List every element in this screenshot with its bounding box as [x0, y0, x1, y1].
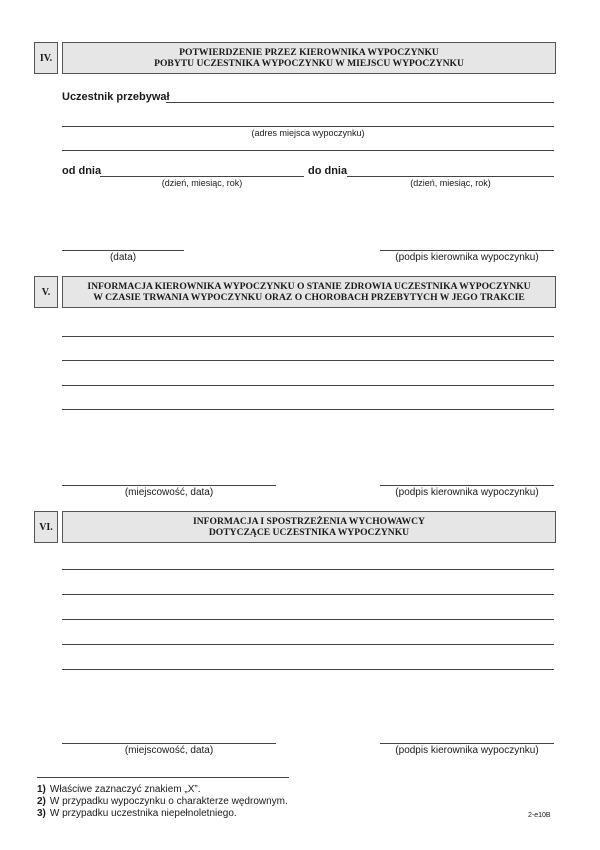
- footnote: 1) Właściwe zaznaczyć znakiem „X”.: [37, 784, 201, 795]
- place-date-field[interactable]: [62, 743, 276, 744]
- footnote-separator: [37, 777, 289, 778]
- health-info-line[interactable]: [62, 360, 554, 361]
- health-info-line[interactable]: [62, 385, 554, 386]
- health-info-line[interactable]: [62, 409, 554, 410]
- to-date-caption: (dzień, miesiąc, rok): [410, 178, 491, 188]
- date-caption: (data): [109, 252, 137, 263]
- observations-line[interactable]: [62, 569, 554, 570]
- place-date-caption: (miejscowość, data): [124, 487, 214, 498]
- from-date-caption: (dzień, miesiąc, rok): [161, 178, 243, 188]
- address-caption: (adres miejsca wypoczynku): [251, 128, 365, 138]
- health-info-line[interactable]: [62, 336, 554, 337]
- observations-line[interactable]: [62, 594, 554, 595]
- observations-line[interactable]: [62, 669, 554, 670]
- place-date-field[interactable]: [62, 485, 276, 486]
- manager-signature-caption: (podpis kierownika wypoczynku): [395, 745, 539, 756]
- manager-signature-field[interactable]: [380, 250, 554, 251]
- from-date-field[interactable]: [100, 176, 304, 177]
- section-iv-title: POTWIERDZENIE PRZEZ KIEROWNIKA WYPOCZYNKU POBYTU UCZESTNIKA WYPOCZYNKU W MIEJSCU WYPOCZYNKU: [62, 42, 556, 74]
- manager-signature-caption: (podpis kierownika wypoczynku): [395, 487, 539, 498]
- form-code: 2-e10B: [528, 812, 551, 819]
- place-date-caption: (miejscowość, data): [124, 745, 214, 756]
- from-date-label: od dnia: [62, 165, 102, 177]
- to-date-field[interactable]: [347, 176, 554, 177]
- manager-signature-caption: (podpis kierownika wypoczynku): [395, 252, 539, 263]
- manager-signature-field[interactable]: [380, 743, 554, 744]
- section-iv-number: IV.: [34, 42, 58, 74]
- footnote: 2) W przypadku wypoczynku o charakterze wędrownym.: [37, 796, 288, 807]
- address-field[interactable]: [62, 126, 554, 127]
- footnote: 3) W przypadku uczestnika niepełnoletniego.: [37, 808, 237, 819]
- manager-signature-field[interactable]: [380, 485, 554, 486]
- section-v-title: INFORMACJA KIEROWNIKA WYPOCZYNKU O STANIE ZDROWIA UCZESTNIKA WYPOCZYNKU W CZASIE TRWANIA WYPOCZYNKU ORAZ O CHOROBACH PRZEBYTYCH W JEGO TRAKCIE: [62, 276, 556, 308]
- section-vi-title: INFORMACJA I SPOSTRZEŻENIA WYCHOWAWCY DOTYCZĄCE UCZESTNIKA WYPOCZYNKU: [62, 511, 556, 543]
- date-sign-field[interactable]: [62, 250, 184, 251]
- observations-line[interactable]: [62, 644, 554, 645]
- address-field-2[interactable]: [62, 150, 554, 151]
- participant-label: Uczestnik przebywał: [62, 91, 170, 103]
- section-vi-number: VI.: [34, 511, 58, 543]
- to-date-label: do dnia: [308, 165, 348, 177]
- participant-field[interactable]: [166, 102, 554, 103]
- observations-line[interactable]: [62, 619, 554, 620]
- section-v-number: V.: [34, 276, 58, 308]
